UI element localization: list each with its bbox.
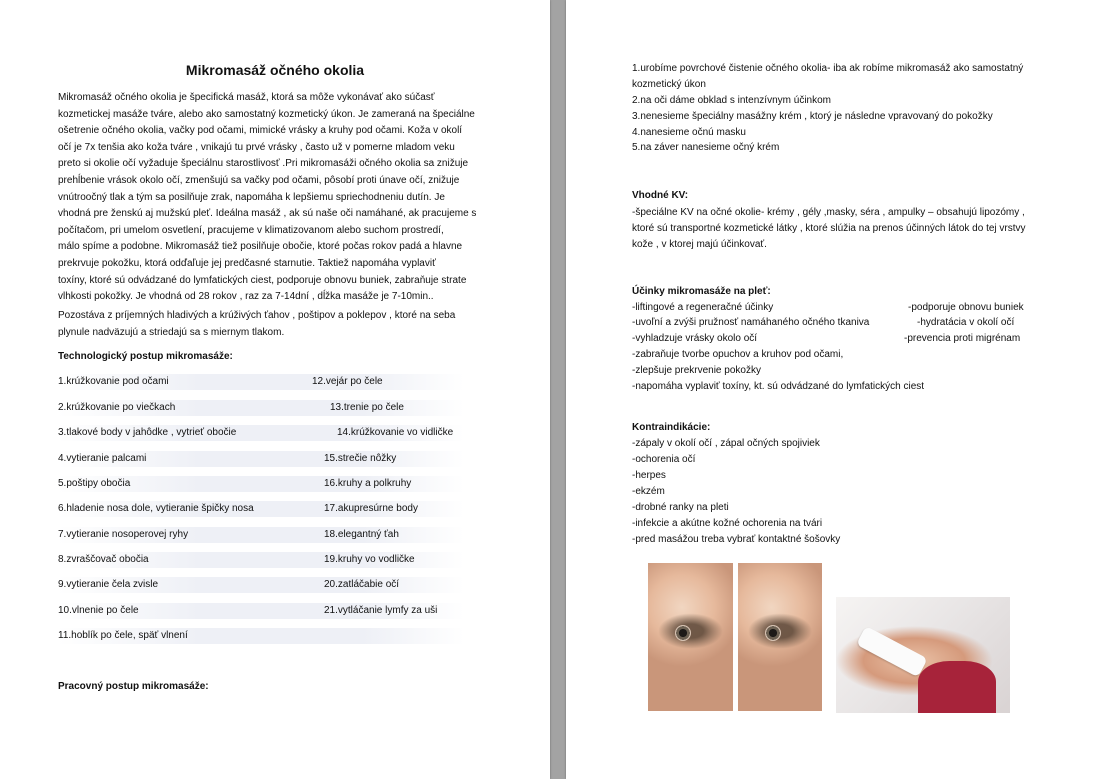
effect-row — [632, 300, 1024, 316]
intro-line: ošetrenie očného okolia, vačky pod očami, mimické vrásky a kruhy pod očami. Koža v okolí — [58, 125, 463, 137]
step-row — [58, 628, 464, 644]
intro-line: prekrvuje pokožku, ktorá odďaľuje jej predčasné starnutie. Taktiež napomáha vyplaviť — [58, 258, 436, 269]
step-row — [58, 501, 464, 517]
intro-line: toxíny, ktoré sú odvádzané do lymfatických ciest, podporuje obnovu buniek, zabraňuje strate — [58, 274, 467, 286]
step-right: 19.kruhy vo vodličke — [324, 554, 415, 565]
document-title: Mikromasáž očného okolia — [185, 62, 365, 78]
step-left: 8.zvraščovač obočia — [58, 554, 149, 565]
step-right: 20.zatláčabie očí — [324, 579, 400, 590]
effects-heading: Účinky mikromasáže na pleť: — [632, 286, 771, 297]
contra-heading: Kontraindikácie: — [632, 422, 711, 433]
intro-line: počítačom, pri umelom osvetlení, pracujeme v klimatizovanom alebo suchom prostredí, — [58, 224, 444, 236]
effect-right: -podporuje obnovu buniek — [908, 302, 1024, 313]
kv-line: kože , v ktorej majú účinkovať. — [632, 239, 767, 250]
contra-item: -herpes — [632, 470, 666, 481]
massage-photo — [836, 597, 1010, 713]
intro-line: vlhkosti pokožky. Je vhodná od 28 rokov , raz za 7-14dní , dĺžka masáže je 7-10min.. — [58, 291, 434, 303]
effect-row — [632, 315, 1015, 331]
step-row — [58, 603, 464, 619]
step-left: 10.vlnenie po čele — [58, 605, 139, 616]
contra-item: -zápaly v okolí očí , zápal očných spojiviek — [632, 438, 820, 449]
step-right: 15.strečie nôžky — [324, 453, 397, 464]
step-row — [58, 374, 464, 390]
step-row — [58, 577, 464, 593]
face-photo-after — [738, 563, 822, 711]
contra-item: -ekzém — [632, 486, 665, 497]
step-left: 1.krúžkovanie pod očami — [58, 376, 169, 387]
effect-left: -napomáha vyplaviť toxíny, kt. sú odvádzané do lymfatických ciest — [632, 381, 925, 392]
step-row — [58, 425, 464, 441]
work-step: 5.na záver nanesieme očný krém — [632, 142, 780, 153]
step-row — [58, 400, 464, 416]
work-heading: Pracovný postup mikromasáže: — [58, 681, 209, 692]
step-right: 14.krúžkovanie vo vidličke — [337, 427, 454, 438]
work-step: kozmetický úkon — [632, 79, 706, 90]
step-right: 21.vytláčanie lymfy za uši — [324, 605, 438, 616]
intro-line: kozmetickej masáže tváre, alebo ako samostatný kozmetický úkon. Je zameraná na špeciálne — [58, 108, 475, 120]
intro-line: vhodná pre ženskú aj mužskú pleť. Ideálna masáž , ak sú naše oči namáhané, ak pracujeme s — [58, 208, 477, 220]
step-row — [58, 476, 464, 492]
effect-row — [632, 347, 843, 363]
effect-left: -liftingové a regeneračné účinky — [632, 302, 774, 313]
contra-item: -drobné ranky na pleti — [632, 502, 729, 513]
intro-line: očí je 7x tenšia ako koža tváre , vnikajú tu prvé vrásky , často už v pomerne mladom veku — [58, 141, 455, 153]
step-left: 9.vytieranie čela zvisle — [58, 579, 159, 590]
work-step: 1.urobíme povrchové čistenie očného okolia- iba ak robíme mikromasáž ako samostatný — [632, 63, 1024, 74]
work-step: 4.nanesieme očnú masku — [632, 127, 746, 138]
step-row — [58, 552, 464, 568]
step-right: 13.trenie po čele — [330, 402, 404, 413]
intro-line: Mikromasáž očného okolia je špecifická masáž, ktorá sa môže vykonávať ako súčasť — [58, 92, 435, 103]
effect-left: -zabraňuje tvorbe opuchov a kruhov pod očami, — [632, 349, 844, 360]
contra-item: -pred masážou treba vybrať kontaktné šošovky — [632, 534, 841, 545]
kv-line: -špeciálne KV na očné okolie- krémy , gély ,masky, séra , ampulky – obsahujú lipozómy , — [632, 207, 1025, 218]
contra-item: -infekcie a akútne kožné ochorenia na tvári — [632, 518, 823, 529]
intro-line: málo spíme a podobne. Mikromasáž tiež posilňuje obočie, ktoré počas rokov padá a hlavne — [58, 241, 463, 253]
step-row — [58, 451, 464, 467]
work-step: 3.nenesieme špeciálny masážny krém , ktorý je následne vpravovaný do pokožky — [632, 111, 993, 122]
contra-item: -ochorenia očí — [632, 454, 696, 465]
document-page-right — [566, 0, 1116, 779]
second-line: plynule nadväzujú a striedajú sa s miernym tlakom. — [58, 327, 285, 338]
effect-row — [632, 379, 924, 395]
step-left: 4.vytieranie palcami — [58, 453, 147, 464]
document-page-left — [0, 0, 550, 779]
step-left: 6.hladenie nosa dole, vytieranie špičky nosa — [58, 503, 254, 514]
kv-heading: Vhodné KV: — [632, 190, 689, 201]
face-photo-before — [648, 563, 733, 711]
work-step: 2.na oči dáme obklad s intenzívnym účinkom — [632, 95, 831, 106]
step-left: 11.hoblík po čele, späť vlnení — [58, 630, 188, 641]
effect-right: -prevencia proti migrénam — [904, 333, 1021, 344]
effect-left: -vyhladzuje vrásky okolo očí — [632, 333, 758, 344]
effect-left: -uvoľní a zvýši pružnosť namáhaného očného tkaniva — [632, 317, 870, 328]
step-row — [58, 527, 464, 543]
intro-line: preto si okolie očí vyžaduje špeciálnu starostlivosť .Pri mikromasáži očného okolia sa znižuje — [58, 158, 469, 170]
effect-left: -zlepšuje prekrvenie pokožky — [632, 365, 761, 376]
second-line: Pozostáva z príjemných hladivých a krúživých ťahov , poštipov a poklepov , ktoré na seba — [58, 310, 456, 321]
step-right: 18.elegantný ťah — [324, 529, 399, 540]
step-left: 7.vytieranie nosoperovej ryhy — [58, 529, 189, 540]
intro-line: vnútroočný tlak a tým sa posilňuje zrak, napomáha k lepšiemu spriechodneniu dutín. Je — [58, 191, 445, 203]
tech-heading: Technologický postup mikromasáže: — [58, 351, 233, 362]
effect-row — [632, 363, 761, 379]
step-right: 12.vejár po čele — [312, 376, 383, 387]
step-right: 17.akupresúrne body — [324, 503, 418, 514]
step-left: 5.poštipy obočia — [58, 478, 131, 489]
kv-line: ktoré sú transportné kozmetické látky , ktoré slúžia na prenos účinných látok do tej vrstvy — [632, 223, 1026, 234]
intro-line: prehĺbenie vrások okolo očí, zmenšujú sa vačky pod očami, pôsobí proti únave očí, znižuje — [58, 175, 460, 186]
effect-right: -hydratácia v okolí očí — [917, 317, 1015, 328]
effect-row — [632, 331, 1021, 347]
step-left: 3.tlakové body v jahôdke , vytrieť obočie — [58, 427, 237, 438]
step-right: 16.kruhy a polkruhy — [324, 478, 412, 489]
step-left: 2.krúžkovanie po viečkach — [58, 402, 176, 413]
